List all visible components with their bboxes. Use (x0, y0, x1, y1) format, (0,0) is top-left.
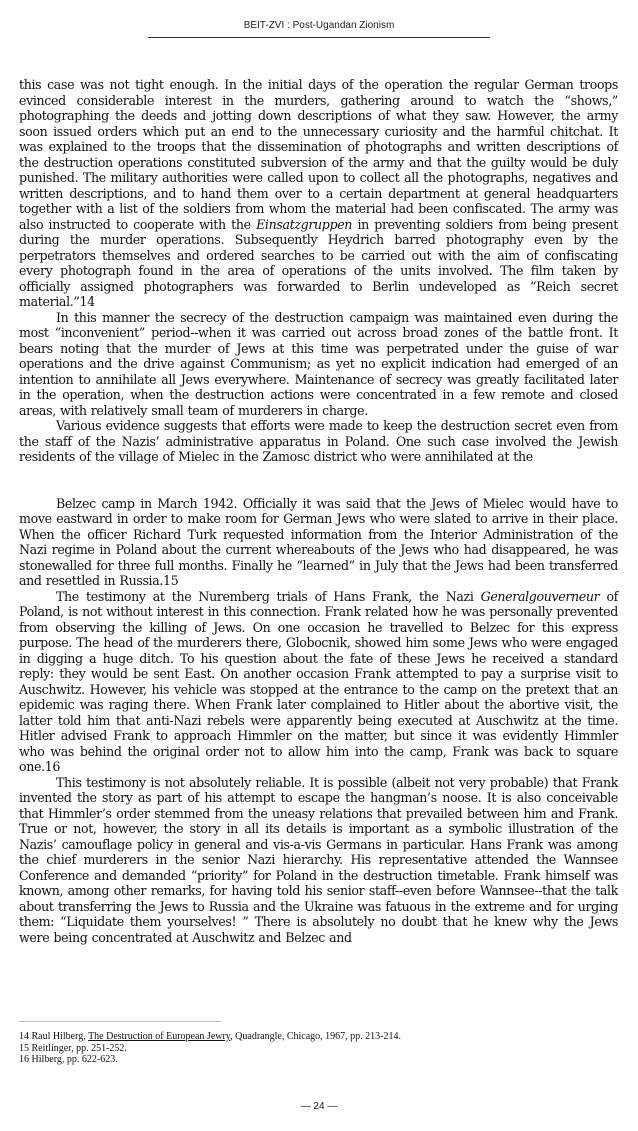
footnote-author: Raul Hilberg, (29, 1031, 89, 1042)
paragraph-4: Belzec camp in March 1942. Officially it was said that the Jews of Mielec would have to move eastward in order to make room for German Jews who were slated to arrive in their place. When the officer Richard Turk requested information from the Interior Administration of the Nazi regime in Poland about the current whereabouts of the Jews who had disappeared, he was stonewalled for three full months. Finally he “learned” in July that the Jews had been transferred and resettled in Russia.15 (19, 495, 618, 588)
paragraph-6: This testimony is not absolutely reliable. It is possible (albeit not very probable) that Frank invented the story as part of his attempt to escape the hangman’s noose. It is also conceivable that Himmler’s order stemmed from the uneasy relations that prevailed between him and Frank. True or not, however, the story in all its details is important as a symbolic illustration of the Nazis’ camouflage policy in general and vis-a-vis Germans in particular. Hans Frank was among the chief murderers in the senior Nazi hierarchy. His representative attended the Wannsee Conference and demanded “priority” for Poland in the destruction timetable. Frank himself was known, among other remarks, for having told his senior staff--even before Wannsee--that the talk about transferring the Jews to Russia and the Ukraine was fatuous in the extreme and for urging them: “Liquidate them yourselves! ” There is absolutely no doubt that he knew why the Jews were being concentrated at Auschwitz and Belzec and (19, 774, 618, 945)
footnote-number: 16 (19, 1054, 29, 1065)
footnotes (19, 1031, 619, 1066)
paragraph-gap (19, 465, 618, 496)
italic-term-generalgouverneur: Generalgouverneur (480, 588, 600, 604)
page-number: — 24 — (300, 1101, 338, 1112)
footnote-15 (19, 1043, 619, 1055)
footnote-text: Reitlinger, pp. 251-252. (29, 1042, 127, 1054)
footnote-number: 15 (19, 1042, 29, 1054)
paragraph-1 (19, 77, 618, 310)
footnote-book-title: The Destruction of European Jewry (88, 1031, 231, 1042)
paragraph-3: Various evidence suggests that efforts were made to keep the destruction secret even from the staff of the Nazis’ administrative apparatus in Poland. One such case involved the Jewish residents of the village of Mielec in the Zamosc district who were annihilated at the (19, 418, 618, 464)
italic-term-einsatzgruppen: Einsatzgruppen (256, 216, 353, 232)
footnote-separator (19, 1021, 221, 1022)
footnote-publication: , Quadrangle, Chicago, 1967, pp. 213-214. (230, 1031, 401, 1042)
paragraph-5-text-b: of Poland, is not without interest in this connection. Frank related how he was personally prevented from observing the killing of Jews. On one occasion he travelled to Belzec for this express purpose. The head of the murderers there, Globocnik, showed him some Jews who were engaged in digging a huge ditch. To his question about the fate of these Jews he received a standard reply: they would be sent East. On another occasion Frank attempted to pay a surprise visit to Auschwitz. However, his vehicle was stopped at the entrance to the camp on the pretext that an epidemic was raging there. When Frank later complained to Hitler about the abortive visit, the latter told him that anti-Nazi rebels were apparently being executed at Auschwitz at the time. Hitler advised Frank to approach Himmler on the matter, but since it was evidently Himmler who was behind the original order not to allow him into the camp, Frank was back to square one.16 (19, 588, 618, 774)
paragraph-1-text-b: in preventing soldiers from being present during the murder operations. Subsequently Heydrich barred photography even by the perpetrators themselves and ordered searches to be carried out with the aim of confiscating every photograph found in the area of operations of the units involved. The film taken by officially assigned photographers was forwarded to Berlin undeveloped as “Reich secret material.”14 (19, 216, 618, 309)
footnote-text: Hilberg, pp. 622-623. (29, 1054, 118, 1065)
paragraph-5-text-a: The testimony at the Nuremberg trials of Hans Frank, the Nazi (56, 588, 481, 604)
body-text (19, 77, 618, 945)
footnote-14 (19, 1031, 619, 1043)
running-header: BEIT-ZVI : Post-Ugandan Zionism (243, 20, 395, 31)
paragraph-2: In this manner the secrecy of the destruction campaign was maintained even during the most “inconvenient” period--when it was carried out across broad zones of the battle front. It bears noting that the murder of Jews at this time was perpetrated under the guise of war operations and the drive against Communism; as yet no explicit indication had emerged of an intention to annihilate all Jews everywhere. Maintenance of secrecy was greatly facilitated later in the operation, when the destruction actions were concentrated in a few remote and closed areas, with relatively small team of murderers in charge. (19, 309, 618, 418)
footnote-16 (19, 1054, 619, 1066)
footnote-number: 14 (19, 1031, 29, 1042)
paragraph-1-text-a: this case was not tight enough. In the initial days of the operation the regular German troops evinced considerable interest in the murders, gathering around to watch the “shows,” photographing the deeds and jotting down descriptions of what they saw. However, the army soon issued orders which put an end to the unnecessary curiosity and the harmful chitchat. It was explained to the troops that the dissemination of photographs and written descriptions of the destruction operations constituted subversion of the army and that the guilty would be duly punished. The military authorities were called upon to collect all the photographs, negatives and written descriptions, and to hand them over to a certain department at general headquarters together with a list of the soldiers from whom the material had been confiscated. The army was also instructed to cooperate with the (19, 77, 618, 232)
header-rule (148, 37, 490, 38)
paragraph-5 (19, 589, 618, 775)
